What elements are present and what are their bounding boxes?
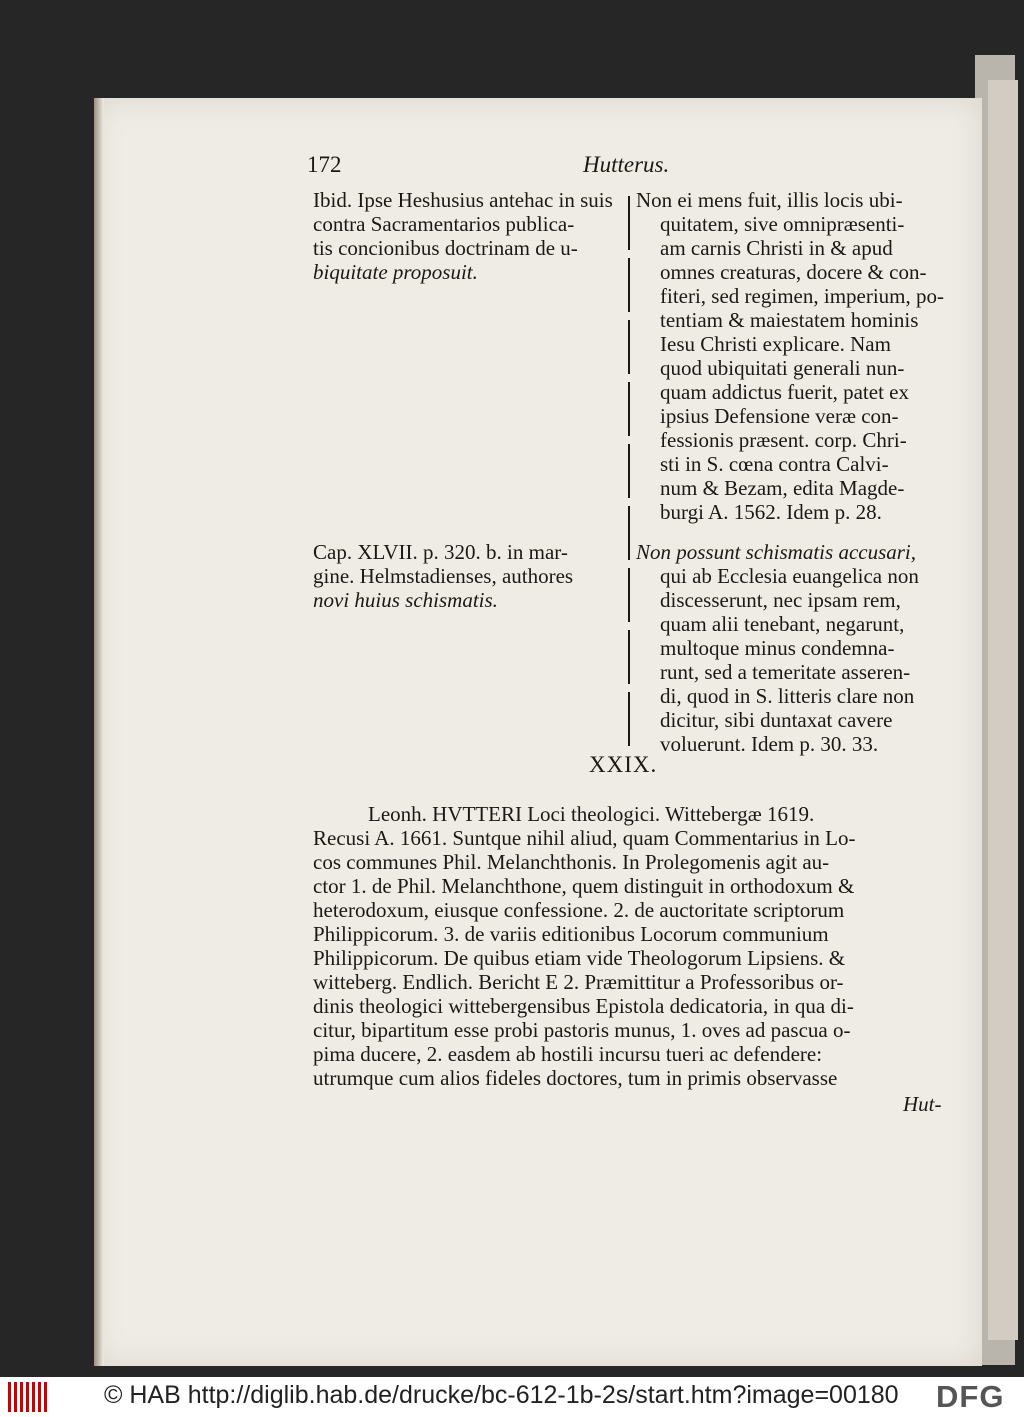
footer-attribution-link[interactable]: © HAB http://diglib.hab.de/drucke/bc-612-1b-2s/start.htm?image=00180	[104, 1381, 899, 1409]
body-line: citur, bipartitum esse probi pastoris munus, 1. oves ad pascua o-	[313, 1018, 851, 1042]
body-line: utrumque cum alios fideles doctores, tum in primis observasse	[313, 1066, 838, 1090]
body-line: Philippicorum. 3. de variis editionibus Locorum communium	[313, 922, 829, 946]
body-line: Philippicorum. De quibus etiam vide Theologorum Lipsiens. &	[313, 946, 846, 970]
body-line: heterodoxum, eiusque confessione. 2. de auctoritate scriptorum	[313, 898, 845, 922]
right-entry1-line: quam addictus fuerit, patet ex	[660, 380, 909, 404]
right-entry1-line: sti in S. cœna contra Calvi-	[660, 452, 889, 476]
right-entry1-line: fiteri, sed regimen, imperium, po-	[660, 284, 945, 308]
body-line: pima ducere, 2. easdem ab hostili incursu tueri ac defendere:	[313, 1042, 823, 1066]
left-entry1-line: Ibid. Ipse Heshusius antehac in suis	[313, 188, 613, 212]
body-line: Leonh. HVTTERI Loci theologici. Wittebergæ 1619.	[368, 802, 815, 826]
column-divider	[628, 196, 630, 752]
right-entry2-line: discesserunt, nec ipsam rem,	[660, 588, 901, 612]
right-entry1-line: Non ei mens fuit, illis locis ubi-	[636, 188, 903, 212]
right-entry2-line: di, quod in S. litteris clare non	[660, 684, 915, 708]
right-entry2-line: runt, sed a temeritate asseren-	[660, 660, 911, 684]
right-entry1-line: quod ubiquitati generali nun-	[660, 356, 905, 380]
hab-logo-icon	[8, 1382, 48, 1412]
running-title: Hutterus.	[583, 152, 670, 177]
body-line: Recusi A. 1661. Suntque nihil aliud, quam Commentarius in Lo-	[313, 826, 856, 850]
right-entry1-line: fessionis præsent. corp. Chri-	[660, 428, 907, 452]
body-line: dinis theologici wittebergensibus Epistola dedicatoria, in qua di-	[313, 994, 854, 1018]
right-entry1-line: Iesu Christi explicare. Nam	[660, 332, 891, 356]
page-stack-edge-inner	[988, 80, 1018, 1340]
left-entry1-line: contra Sacramentarios publica-	[313, 212, 575, 236]
right-entry1-line: omnes creaturas, docere & con-	[660, 260, 927, 284]
right-entry2-line: Non possunt schismatis accusari,	[636, 540, 917, 564]
left-entry2-line: gine. Helmstadienses, authores	[313, 564, 574, 588]
body-line: cos communes Phil. Melanchthonis. In Prolegomenis agit au-	[313, 850, 830, 874]
right-entry2-line: dicitur, sibi duntaxat cavere	[660, 708, 893, 732]
left-entry1-line: biquitate proposuit.	[313, 260, 478, 284]
right-entry1-line: tentiam & maiestatem hominis	[660, 308, 919, 332]
catchword: Hut-	[903, 1092, 942, 1116]
right-entry2-line: multoque minus condemna-	[660, 636, 895, 660]
right-entry1-line: quitatem, sive omnipræsenti-	[660, 212, 905, 236]
right-entry2-line: voluerunt. Idem p. 30. 33.	[660, 732, 879, 756]
right-entry1-line: burgi A. 1562. Idem p. 28.	[660, 500, 882, 524]
left-entry2-line: novi huius schismatis.	[313, 588, 498, 612]
right-entry1-line: num & Bezam, edita Magde-	[660, 476, 905, 500]
dfg-logo: DFG	[936, 1379, 1005, 1414]
section-title: XXIX.	[589, 752, 658, 777]
right-entry1-line: am carnis Christi in & apud	[660, 236, 893, 260]
left-entry1-line: tis concionibus doctrinam de u-	[313, 236, 578, 260]
body-line: ctor 1. de Phil. Melanchthone, quem distinguit in orthodoxum &	[313, 874, 855, 898]
body-line: witteberg. Endlich. Bericht E 2. Præmittitur a Professoribus or-	[313, 970, 844, 994]
page-number: 172	[307, 152, 342, 177]
left-entry2-line: Cap. XLVII. p. 320. b. in mar-	[313, 540, 568, 564]
right-entry2-line: qui ab Ecclesia euangelica non	[660, 564, 919, 588]
right-entry2-line: quam alii tenebant, negarunt,	[660, 612, 905, 636]
right-entry1-line: ipsius Defensione veræ con-	[660, 404, 899, 428]
page-gutter-shadow	[94, 98, 104, 1366]
